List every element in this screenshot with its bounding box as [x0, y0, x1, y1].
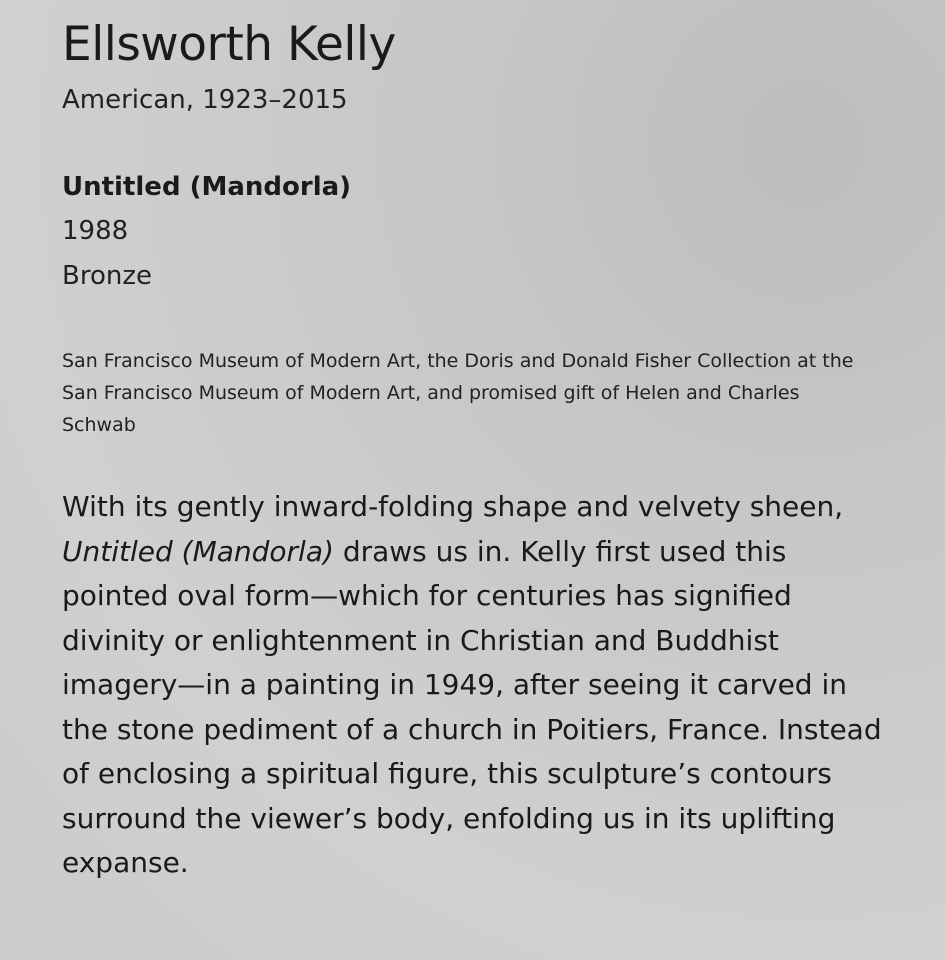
description-text-start: With its gently inward-folding shape and velvety sheen, [62, 490, 844, 523]
artwork-date: 1988 [62, 216, 129, 246]
wall-label [62, 14, 902, 886]
description-paragraph [62, 485, 892, 886]
description-italic-title: Untitled (Mandorla) [62, 534, 334, 568]
artwork-medium: Bronze [62, 261, 152, 291]
artist-nationality-dates: American, 1923–2015 [62, 85, 348, 115]
credit-line: San Francisco Museum of Modern Art, the Doris and Donald Fisher Collection at the San Francisco Museum of Modern Art, and promised gift of Helen and Charles Schwab [62, 350, 854, 436]
artwork-title: Untitled (Mandorla) [62, 172, 352, 202]
artist-name: Ellsworth Kelly [62, 17, 396, 72]
description-text-end: draws us in. Kelly first used this pointed oval form—which for centuries has signified divinity or enlightenment in Christian and Buddhist imagery—in a painting in 1949, after seeing it carved in the stone pediment of a church in Poitiers, France. Instead of enclosing a spiritual figure, this sculpture’s contours surround the viewer’s body, enfolding us in its uplifting expanse. [62, 534, 882, 879]
